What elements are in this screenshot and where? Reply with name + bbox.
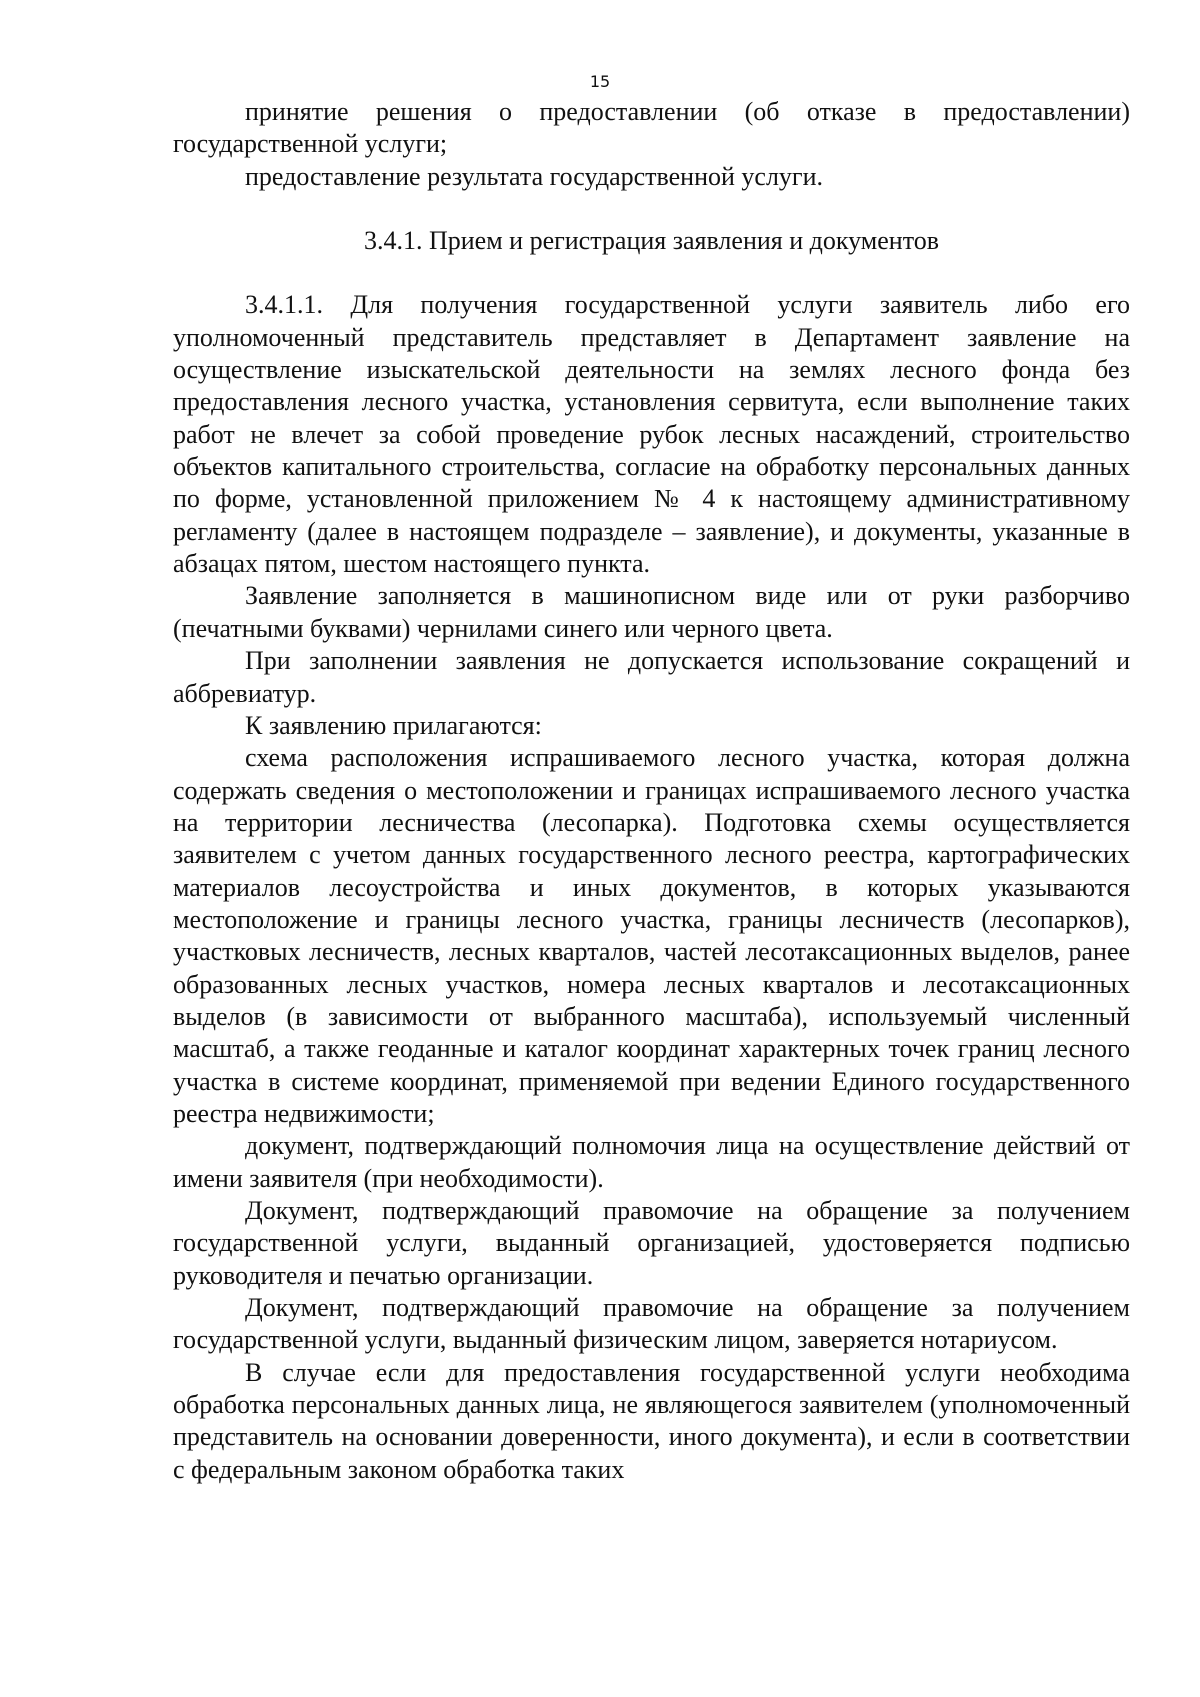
paragraph: Документ, подтверждающий правомочие на обращение за получением государственной услуги, выданный физическим лицом, заверяется нотариусом. <box>173 1293 1130 1355</box>
section-heading: 3.4.1. Прием и регистрация заявления и документов <box>363 226 940 256</box>
paragraph: Заявление заполняется в машинописном виде или от руки разборчиво (печатными буквами) чернилами синего или черного цвета. <box>173 581 1130 643</box>
document-body <box>173 96 1130 1486</box>
paragraph: принятие решения о предоставлении (об отказе в предоставлении) государственной услуги; <box>173 97 1130 159</box>
paragraph: 3.4.1.1. Для получения государственной услуги заявитель либо его уполномоченный представитель представляет в Департамент заявление на осуществление изыскательской деятельности на землях лесного фонда без предоставления лесного участка, установления сервитута, если выполнение таких работ не влечет за собой проведение рубок лесных насаждений, строительство объектов капитального строительства, согласие на обработку персональных данных по форме, установленной приложением № 4 к настоящему административному регламенту (далее в настоящем подразделе – заявление), и документы, указанные в абзацах пятом, шестом настоящего пункта. <box>173 290 1130 579</box>
paragraph: Документ, подтверждающий правомочие на обращение за получением государственной услуги, выданный организацией, удостоверяется подписью руководителя и печатью организации. <box>173 1196 1130 1290</box>
page-number: 15 <box>589 72 611 91</box>
paragraph: При заполнении заявления не допускается использование сокращений и аббревиатур. <box>173 646 1130 708</box>
paragraph: предоставление результата государственной услуги. <box>245 161 824 191</box>
paragraph: схема расположения испрашиваемого лесного участка, которая должна содержать сведения о местоположении и границах испрашиваемого лесного участка на территории лесничества (лесопарка). Подготовка схемы осуществляется заявителем с учетом данных государственного лесного реестра, картографических материалов лесоустройства и иных документов, в которых указываются местоположение и границы лесного участка, границы лесничеств (лесопарков), участковых лесничеств, лесных кварталов, частей лесотаксационных выделов, ранее образованных лесных участков, номера лесных кварталов и лесотаксационных выделов (в зависимости от выбранного масштаба), используемый численный масштаб, а также геоданные и каталог координат характерных точек границ лесного участка в системе координат, применяемой при ведении Единого государственного реестра недвижимости; <box>173 743 1130 1128</box>
paragraph: К заявлению прилагаются: <box>245 710 542 740</box>
paragraph: В случае если для предоставления государственной услуги необходима обработка персональных данных лица, не являющегося заявителем (уполномоченный представитель на основании доверенности, иного документа), и если в соответствии с федеральным законом обработка таких <box>173 1357 1130 1484</box>
paragraph: документ, подтверждающий полномочия лица на осуществление действий от имени заявителя (при необходимости). <box>173 1131 1130 1193</box>
